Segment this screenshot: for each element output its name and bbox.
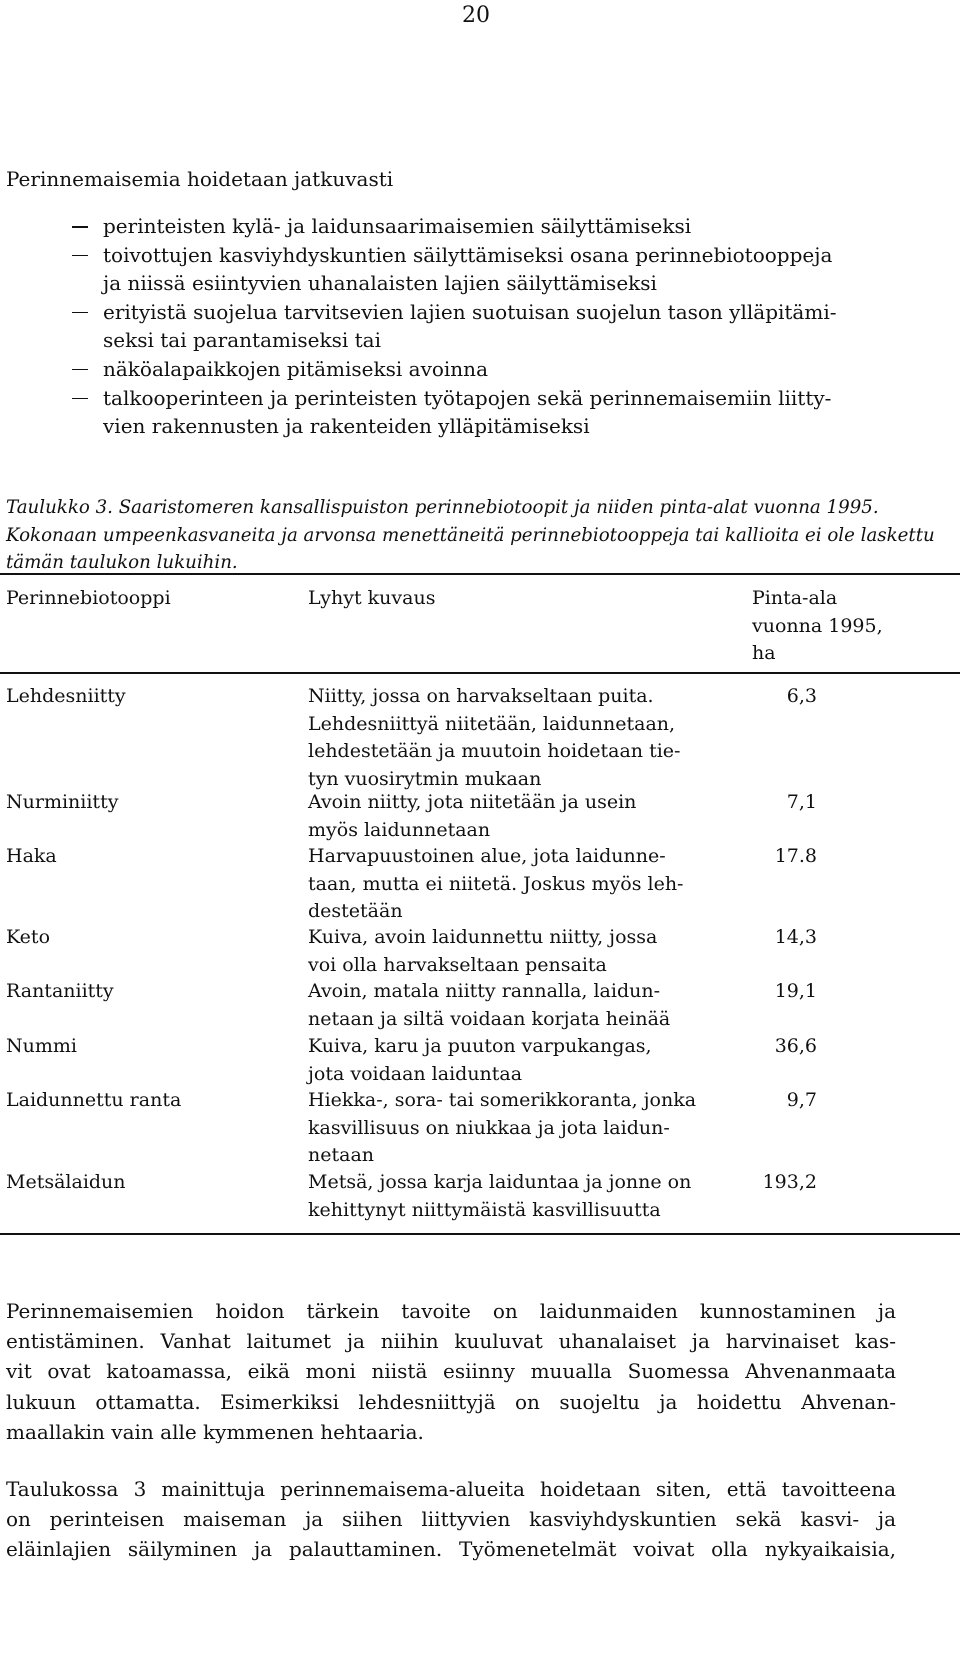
cell-description-line: myös laidunnetaan bbox=[308, 818, 491, 841]
header-area-line: vuonna 1995, bbox=[752, 614, 883, 637]
cell-description-line: taan, mutta ei niitetä. Joskus myös leh- bbox=[308, 872, 684, 895]
cell-description bbox=[308, 843, 728, 926]
paragraph-line: Taulukossa 3 mainittuja perinnemaisema-alueita hoidetaan siten, että tavoitteena bbox=[6, 1477, 896, 1501]
goal-item-line: toivottujen kasviyhdyskuntien säilyttämiseksi osana perinnebiotooppeja bbox=[103, 242, 833, 267]
cell-biotope-name: Haka bbox=[6, 845, 57, 867]
goal-item bbox=[6, 384, 956, 441]
paragraph-line: lukuun ottamatta. Esimerkiksi lehdesniittyjä on suojeltu ja hoidettu Ahvenan- bbox=[6, 1389, 896, 1414]
cell-description-line: Niitty, jossa on harvakseltaan puita. bbox=[308, 685, 654, 707]
cell-biotope-name: Keto bbox=[6, 926, 51, 948]
goal-item bbox=[6, 241, 956, 298]
cell-description bbox=[308, 1033, 728, 1088]
table-top-rule bbox=[0, 573, 960, 575]
goal-item bbox=[6, 212, 956, 241]
cell-description-line: kehittynyt niittymäistä kasvillisuutta bbox=[308, 1198, 661, 1221]
header-area-line: ha bbox=[752, 642, 776, 665]
header-name: Perinnebiotooppi bbox=[6, 587, 171, 609]
cell-area: 14,3 bbox=[774, 926, 817, 948]
cell-description-line: jota voidaan laiduntaa bbox=[308, 1062, 523, 1085]
paragraph-line: eläinlajien säilyminen ja palauttaminen. Työmenetelmät voivat olla nykyaikaisia, bbox=[6, 1537, 896, 1562]
cell-biotope-name: Laidunnettu ranta bbox=[6, 1089, 182, 1111]
cell-description-line: Kuiva, avoin laidunnettu niitty, jossa bbox=[308, 926, 658, 948]
cell-biotope-name: Lehdesniitty bbox=[6, 685, 126, 707]
cell-area: 19,1 bbox=[774, 980, 817, 1002]
intro-heading: Perinnemaisemia hoidetaan jatkuvasti bbox=[6, 167, 394, 191]
goal-item-line: vien rakennusten ja rakenteiden ylläpitämiseksi bbox=[103, 414, 590, 439]
cell-description-line: Hiekka-, sora- tai somerikkoranta, jonka bbox=[308, 1089, 697, 1111]
cell-biotope-name: Metsälaidun bbox=[6, 1171, 126, 1193]
cell-area: 9,7 bbox=[786, 1089, 817, 1111]
cell-description-line: netaan ja siltä voidaan korjata heinää bbox=[308, 1007, 671, 1030]
paragraph-line: on perinteisen maiseman ja siihen liittyvien kasviyhdyskuntien sekä kasvi- ja bbox=[6, 1507, 896, 1532]
cell-area: 7,1 bbox=[786, 791, 817, 813]
goal-list bbox=[6, 212, 956, 441]
cell-biotope-name: Rantaniitty bbox=[6, 980, 114, 1002]
header-area-line: Pinta-ala bbox=[752, 587, 838, 609]
header-desc: Lyhyt kuvaus bbox=[308, 587, 436, 609]
goal-item-line: erityistä suojelua tarvitsevien lajien suotuisan suojelun tason ylläpitämi- bbox=[103, 299, 837, 324]
cell-description-line: kasvillisuus on niukkaa ja jota laidun- bbox=[308, 1116, 670, 1139]
cell-description-line: Harvapuustoinen alue, jota laidunne- bbox=[308, 845, 666, 867]
goal-item-line: ja niissä esiintyvien uhanalaisten lajien säilyttämiseksi bbox=[103, 271, 657, 296]
cell-description-line: Metsä, jossa karja laiduntaa ja jonne on bbox=[308, 1171, 692, 1193]
cell-description-line: voi olla harvakseltaan pensaita bbox=[308, 953, 607, 976]
table-bottom-rule bbox=[0, 1233, 960, 1235]
caption-line: Kokonaan umpeenkasvaneita ja arvonsa menettäneitä perinnebiotooppeja tai kallioita ei ole laskettu bbox=[6, 524, 935, 546]
cell-description bbox=[308, 1087, 728, 1170]
cell-biotope-name: Nummi bbox=[6, 1035, 77, 1057]
goal-item-line: seksi tai parantamiseksi tai bbox=[103, 328, 381, 353]
cell-description bbox=[308, 683, 728, 793]
header-area bbox=[752, 585, 952, 668]
cell-description-line: tyn vuosirytmin mukaan bbox=[308, 767, 542, 790]
cell-biotope-name: Nurminiitty bbox=[6, 791, 119, 813]
cell-description-line: Lehdesniittyä niitetään, laidunnetaan, bbox=[308, 712, 676, 735]
cell-description bbox=[308, 789, 728, 844]
cell-area: 36,6 bbox=[774, 1035, 817, 1057]
cell-area: 17.8 bbox=[774, 845, 817, 867]
goal-item-line: näköalapaikkojen pitämiseksi avoinna bbox=[103, 356, 488, 381]
paragraph-line: entistäminen. Vanhat laitumet ja niihin kuuluvat uhanalaiset ja harvinaiset kas- bbox=[6, 1329, 896, 1354]
goal-item bbox=[6, 298, 956, 355]
cell-description-line: lehdestetään ja muutoin hoidetaan tie- bbox=[308, 740, 681, 763]
header-rule bbox=[0, 672, 960, 674]
table-caption bbox=[6, 494, 956, 577]
cell-description bbox=[308, 1169, 728, 1224]
caption-line: tämän taulukon lukuihin. bbox=[6, 552, 238, 573]
paragraph-line: Perinnemaisemien hoidon tärkein tavoite on laidunmaiden kunnostaminen ja bbox=[6, 1299, 896, 1323]
goal-item-line: perinteisten kylä- ja laidunsaarimaisemien säilyttämiseksi bbox=[103, 214, 692, 238]
cell-description-line: destetään bbox=[308, 900, 403, 923]
cell-description-line: netaan bbox=[308, 1144, 375, 1167]
paragraph-line: maallakin vain alle kymmenen hehtaaria. bbox=[6, 1419, 424, 1444]
cell-description-line: Avoin, matala niitty rannalla, laidun- bbox=[308, 980, 661, 1002]
cell-description bbox=[308, 978, 728, 1033]
cell-area: 193,2 bbox=[762, 1171, 817, 1193]
cell-area: 6,3 bbox=[786, 685, 817, 707]
paragraph-line: vit ovat katoamassa, eikä moni niistä esiinny muualla Suomessa Ahvenanmaata bbox=[6, 1359, 896, 1384]
goal-item bbox=[6, 355, 956, 384]
body-paragraph-1 bbox=[6, 1296, 896, 1447]
cell-description-line: Kuiva, karu ja puuton varpukangas, bbox=[308, 1035, 652, 1057]
cell-description-line: Avoin niitty, jota niitetään ja usein bbox=[308, 791, 637, 813]
page-number: 20 bbox=[462, 3, 490, 28]
body-paragraph-2 bbox=[6, 1474, 896, 1565]
caption-line: Taulukko 3. Saaristomeren kansallispuiston perinnebiotoopit ja niiden pinta-alat vuonna 1995. bbox=[6, 497, 879, 518]
goal-item-line: talkooperinteen ja perinteisten työtapojen sekä perinnemaisemiin liitty- bbox=[103, 385, 832, 410]
cell-description bbox=[308, 924, 728, 979]
